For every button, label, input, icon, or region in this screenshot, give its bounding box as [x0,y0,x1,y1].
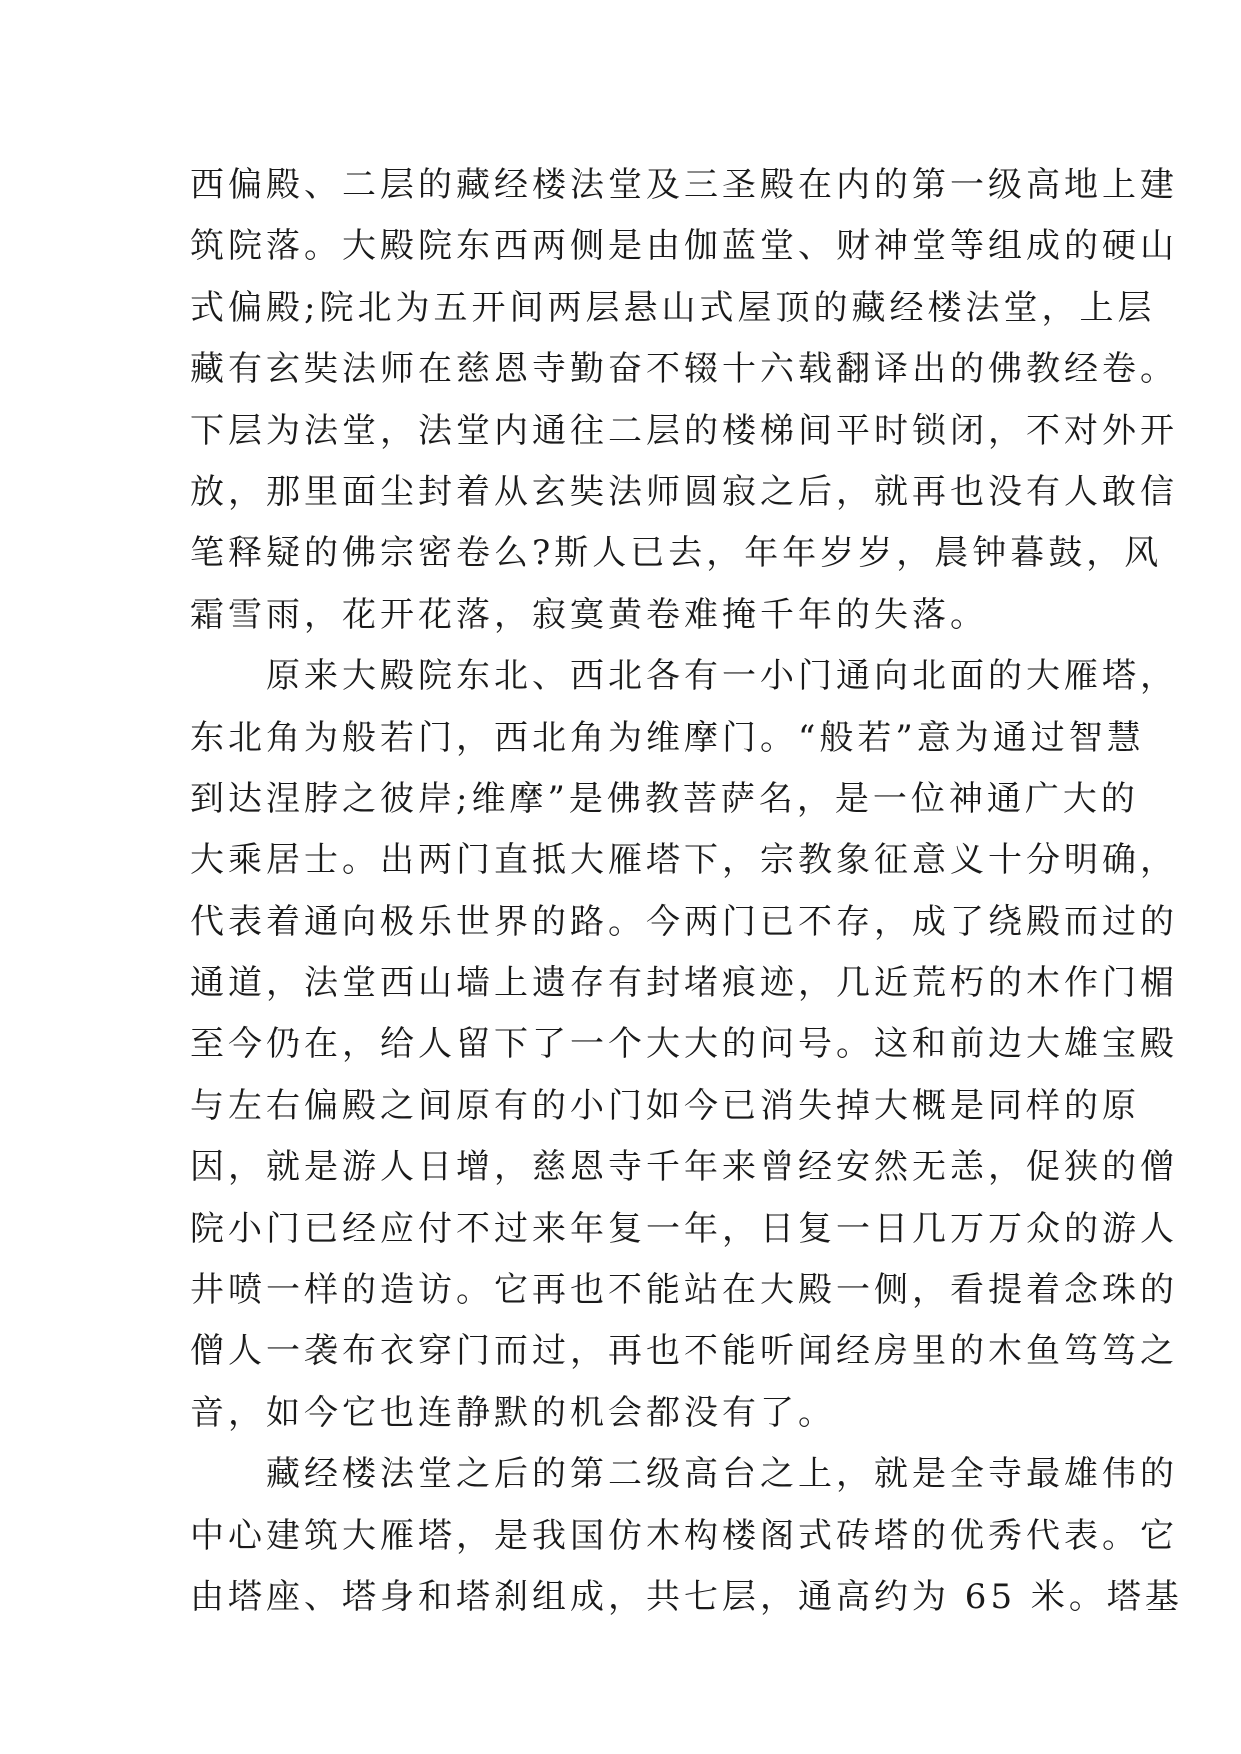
text-line: 霜雪雨，花开花落，寂寞黄卷难掩千年的失落。 [190,594,988,635]
text-line: 通道，法堂西山墙上遗存有封堵痕迹，几近荒朽的木作门楣 [190,963,1178,1004]
text-line: 式偏殿;院北为五开间两层悬山式屋顶的藏经楼法堂，上层 [190,287,1156,328]
text-line: 代表着通向极乐世界的路。今两门已不存，成了绕殿而过的 [190,901,1178,942]
text-line: 中心建筑大雁塔，是我国仿木构楼阁式砖塔的优秀代表。它 [190,1515,1178,1556]
text-line: 由塔座、塔身和塔刹组成，共七层，通高约为 65 米。塔基 [190,1576,1183,1617]
text-line: 筑院落。大殿院东西两侧是由伽蓝堂、财神堂等组成的硬山 [190,226,1178,267]
text-line: 原来大殿院东北、西北各有一小门通向北面的大雁塔， [190,656,1178,697]
text-line: 藏有玄奘法师在慈恩寺勤奋不辍十六载翻译出的佛教经卷。 [190,349,1178,390]
text-line: 西偏殿、二层的藏经楼法堂及三圣殿在内的第一级高地上建 [190,165,1178,205]
text-line: 到达涅脖之彼岸;维摩”是佛教菩萨名，是一位神通广大的 [190,778,1139,819]
text-line: 大乘居士。出两门直抵大雁塔下，宗教象征意义十分明确， [190,840,1178,881]
text-line: 至今仍在，给人留下了一个大大的问号。这和前边大雄宝殿 [190,1024,1178,1065]
text-line: 与左右偏殿之间原有的小门如今已消失掉大概是同样的原 [190,1085,1140,1126]
text-line: 因，就是游人日增，慈恩寺千年来曾经安然无恙，促狭的僧 [190,1147,1178,1188]
text-line: 院小门已经应付不过来年复一年，日复一日几万万众的游人 [190,1208,1178,1249]
text-line: 笔释疑的佛宗密卷么?斯人已去，年年岁岁，晨钟暮鼓，风 [190,533,1163,574]
text-line: 井喷一样的造访。它再也不能站在大殿一侧，看提着念珠的 [190,1270,1178,1311]
text-line: 音，如今它也连静默的机会都没有了。 [190,1392,836,1433]
text-line: 僧人一袭布衣穿门而过，再也不能听闻经房里的木鱼笃笃之 [190,1331,1178,1372]
body-text [190,155,1183,1628]
text-line: 下层为法堂，法堂内通往二层的楼梯间平时锁闭，不对外开 [190,410,1178,451]
text-line: 藏经楼法堂之后的第二级高台之上，就是全寺最雄伟的 [190,1454,1178,1495]
text-line: 放，那里面尘封着从玄奘法师圆寂之后，就再也没有人敢信 [190,471,1178,512]
text-line: 东北角为般若门，西北角为维摩门。“般若”意为通过智慧 [190,717,1145,758]
